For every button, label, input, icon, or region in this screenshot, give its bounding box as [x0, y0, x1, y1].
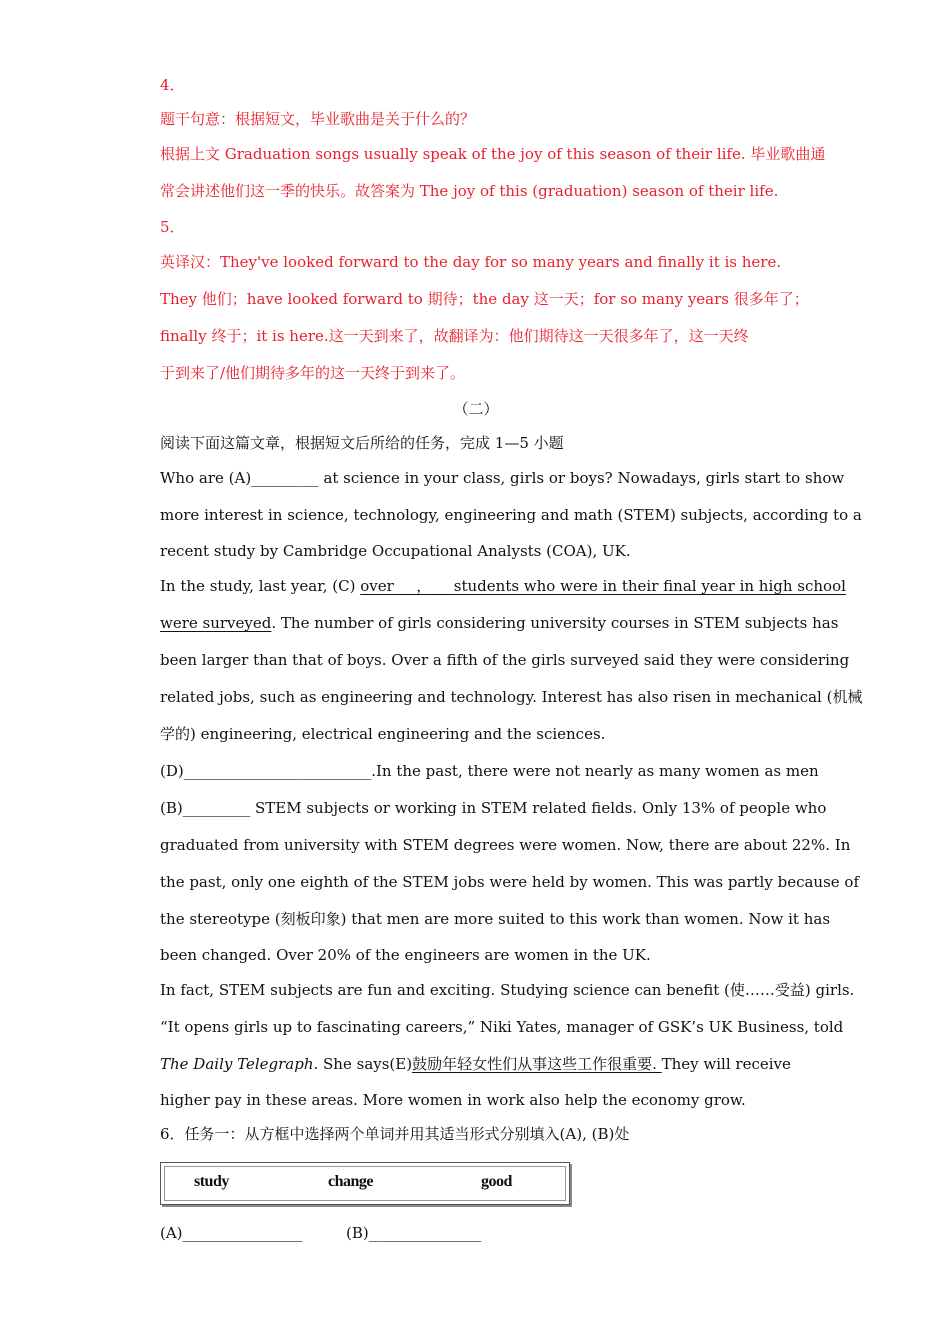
- passage-p4-line3: [160, 1046, 792, 1083]
- p2-line1-text: In the study, last year, (C): [160, 577, 361, 595]
- sentence-c-underlined-end: were surveyed: [160, 614, 272, 632]
- passage-p4-line2: “It opens girls up to fascinating careers,” Niki Yates, manager of GSK’s UK Business, told: [160, 1018, 844, 1036]
- q4-number: 4．: [160, 76, 185, 94]
- p2-line2-text: . The number of girls considering university courses in STEM subjects has: [271, 614, 839, 632]
- passage-p3-line4: the past, only one eighth of the STEM jobs were held by women. This was partly because of: [160, 873, 860, 891]
- q4-explanation-1: 根据上文 Graduation songs usually speak of the joy of this season of their life. 毕业歌曲通: [160, 145, 826, 163]
- word-option-good: good: [481, 1173, 512, 1190]
- passage-p2-line1: [160, 568, 846, 605]
- q5-explanation-1: They 他们；have looked forward to 期待；the day 这一天；for so many years 很多年了；: [160, 290, 809, 308]
- q5-translation-task: 英译汉：They've looked forward to the day for so many years and finally it is here.: [160, 253, 782, 271]
- q5-explanation-2: finally 终于；it is here.这一天到来了，故翻译为：他们期待这一天很多年了，这一天终: [160, 327, 749, 345]
- document-page: [160, 68, 863, 1151]
- blank-b[interactable]: (B)_______________: [346, 1224, 482, 1242]
- passage-p2-line5: 学的) engineering, electrical engineering and the sciences.: [160, 725, 606, 743]
- passage-p4-line4: higher pay in these areas. More women in work also help the economy grow.: [160, 1091, 746, 1109]
- section-title: （二）: [453, 400, 499, 418]
- q5-explanation-3: 于到来了/他们期待多年的这一天终于到来了。: [160, 364, 466, 382]
- passage-p2-line4: related jobs, such as engineering and technology. Interest has also risen in mechanical (机械: [160, 688, 863, 706]
- blank-a[interactable]: (A)________________: [160, 1224, 303, 1242]
- sentence-c-underlined: over___，___students who were in their final year in high school: [360, 577, 846, 595]
- passage-p3-line5: the stereotype (刻板印象) that men are more suited to this work than women. Now it has: [160, 910, 831, 928]
- passage-p1-line1: Who are (A)_________ at science in your class, girls or boys? Nowadays, girls start to show: [160, 469, 845, 487]
- passage-p3-line3: graduated from university with STEM degrees were women. Now, there are about 22%. In: [160, 836, 851, 854]
- passage-p3-line2: (B)_________ STEM subjects or working in STEM related fields. Only 13% of people who: [160, 799, 827, 817]
- q6-task-instruction: 6．任务一：从方框中选择两个单词并用其适当形式分别填入(A), (B)处: [160, 1125, 630, 1143]
- newspaper-title: The Daily Telegraph: [160, 1055, 314, 1073]
- word-option-study: study: [194, 1173, 229, 1190]
- passage-p4-line1: In fact, STEM subjects are fun and exciting. Studying science can benefit (使……受益) girls.: [160, 981, 855, 999]
- section-instruction: 阅读下面这篇文章，根据短文后所给的任务，完成 1—5 小题: [160, 434, 564, 452]
- q5-number: 5．: [160, 218, 185, 236]
- p4-line3-text: . She says(E): [313, 1055, 413, 1073]
- sentence-e-underlined: 鼓励年轻女性们从事这些工作很重要.: [412, 1055, 662, 1073]
- passage-p2-line3: been larger than that of boys. Over a fifth of the girls surveyed said they were considering: [160, 651, 850, 669]
- passage-p2-line2: [160, 605, 839, 642]
- passage-p3-line1: (D)_________________________.In the past, there were not nearly as many women as men: [160, 762, 819, 780]
- passage-p1-line2: more interest in science, technology, engineering and math (STEM) subjects, according to a: [160, 506, 862, 524]
- word-option-change: change: [328, 1173, 373, 1190]
- passage-p3-line6: been changed. Over 20% of the engineers are women in the UK.: [160, 946, 651, 964]
- word-box: [160, 1162, 570, 1205]
- q4-stem-meaning: 题干句意：根据短文，毕业歌曲是关于什么的？: [160, 110, 476, 128]
- q4-explanation-2: 常会讲述他们这一季的快乐。故答案为 The joy of this (graduation) season of their life.: [160, 182, 779, 200]
- passage-p1-line3: recent study by Cambridge Occupational Analysts (COA), UK.: [160, 542, 631, 560]
- p4-line3-tail: They will receive: [661, 1055, 791, 1073]
